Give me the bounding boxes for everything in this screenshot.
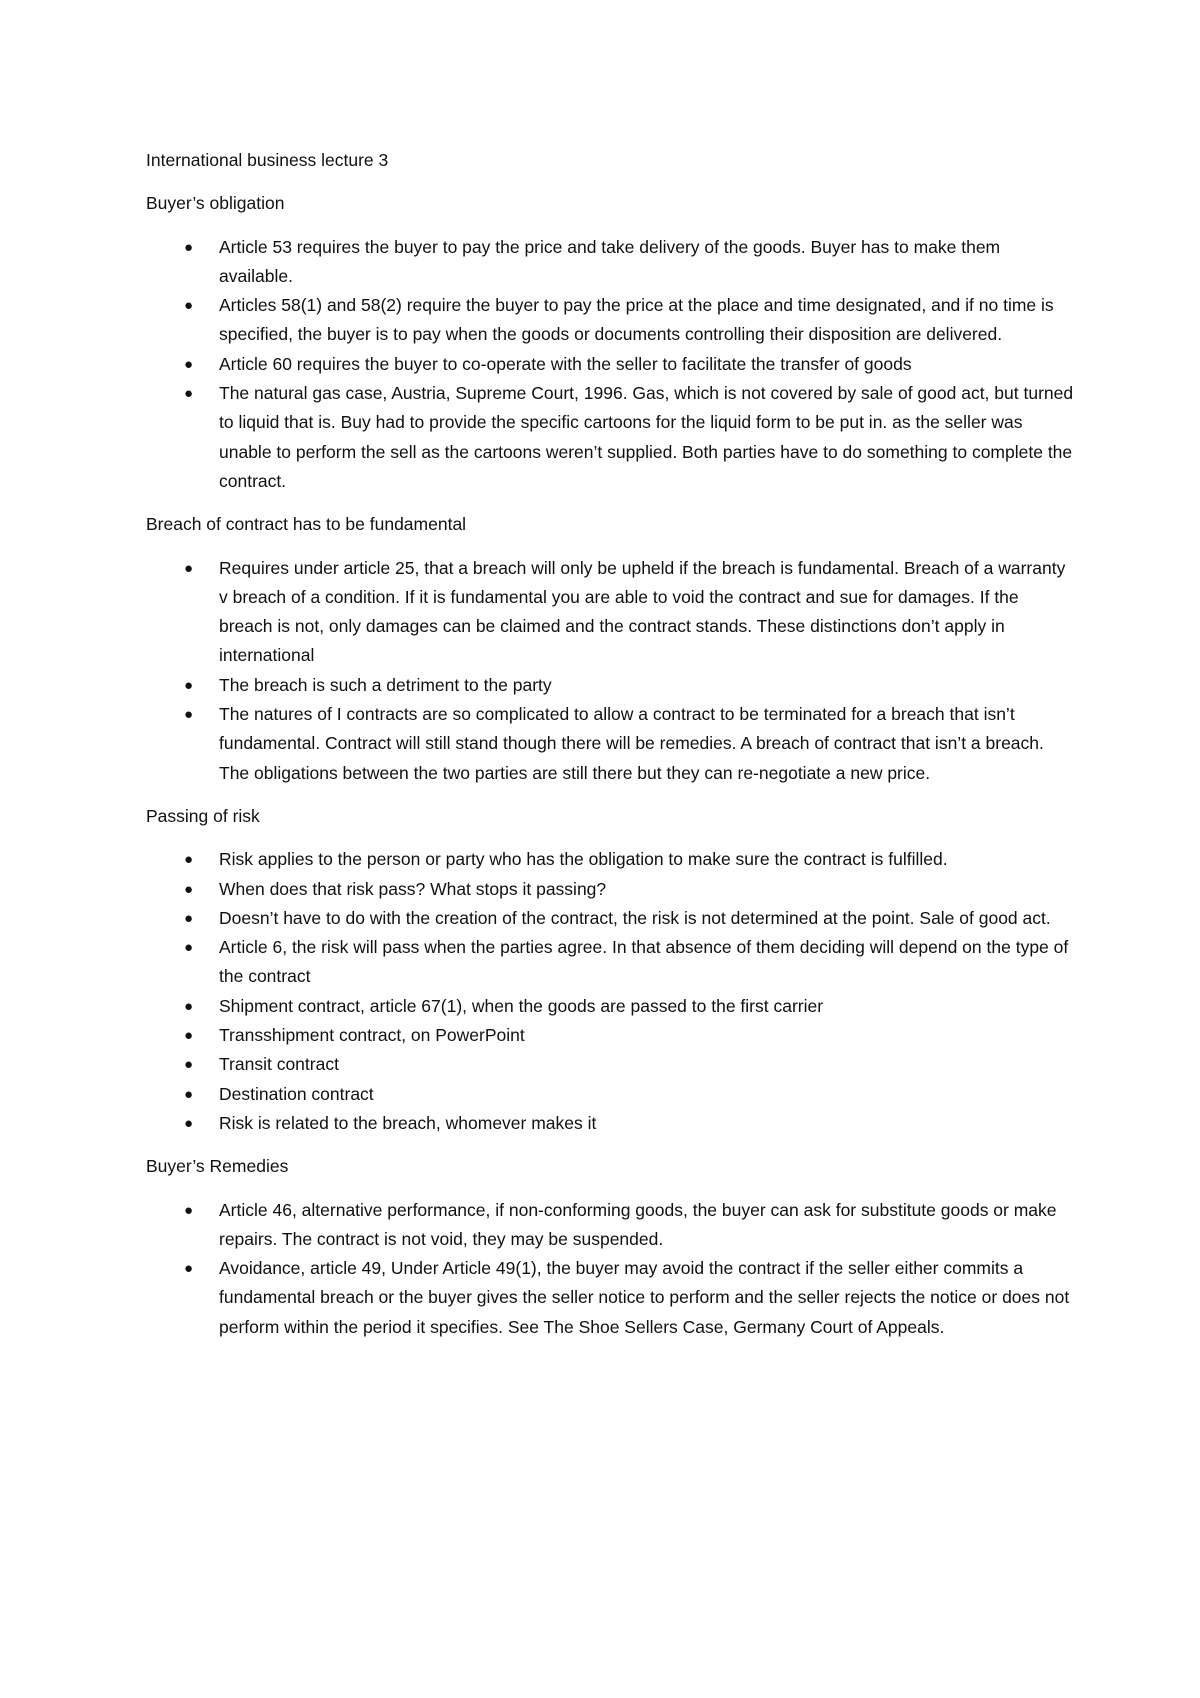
list-item (146, 875, 1076, 904)
bullet-icon: ● (184, 1027, 194, 1045)
list-item-text: Articles 58(1) and 58(2) require the buyer to pay the price at the place and time designated, and if no time is specified, the buyer is to pay when the goods or documents controlling their disposition are delivered. (219, 295, 1054, 345)
bullet-list (146, 554, 1076, 788)
bullet-icon: ● (184, 676, 194, 694)
list-item-text: Shipment contract, article 67(1), when the goods are passed to the first carrier (219, 995, 824, 1016)
list-item (146, 700, 1076, 788)
bullet-icon: ● (184, 997, 194, 1015)
bullet-icon: ● (184, 706, 194, 724)
bullet-list (146, 1196, 1076, 1342)
list-item (146, 1196, 1076, 1255)
list-item (146, 233, 1076, 292)
list-item (146, 933, 1076, 992)
list-item (146, 291, 1076, 350)
list-item (146, 554, 1076, 671)
list-item-text: Article 60 requires the buyer to co-operate with the seller to facilitate the transfer of goods (219, 353, 912, 374)
bullet-icon: ● (184, 880, 194, 898)
bullet-icon: ● (184, 1056, 194, 1074)
section-heading: Passing of risk (146, 805, 260, 826)
list-item (146, 350, 1076, 379)
bullet-icon: ● (184, 1085, 194, 1103)
list-item-text: Article 53 requires the buyer to pay the price and take delivery of the goods. Buyer has to make them available. (219, 236, 1001, 286)
list-item-text: Doesn’t have to do with the creation of the contract, the risk is not determined at the point. Sale of good act. (219, 907, 1051, 928)
document-page (146, 146, 1076, 1356)
bullet-icon: ● (184, 909, 194, 927)
list-item (146, 1021, 1076, 1050)
bullet-icon: ● (184, 1114, 194, 1132)
list-item-text: Avoidance, article 49, Under Article 49(1), the buyer may avoid the contract if the seller either commits a fundamental breach or the buyer gives the seller notice to perform and the seller rejects the notice or does not perform within the period it specifies. See The Shoe Sellers Case, Germany Court of Appeals. (219, 1258, 1070, 1337)
list-item-text: The natures of I contracts are so complicated to allow a contract to be terminated for a breach that isn’t fundamental. Contract will still stand though there will be remedies. A breach of contract that isn’t a breach. The obligations between the two parties are still there but they can re-negotiate a new price. (219, 704, 1044, 783)
bullet-icon: ● (184, 851, 194, 869)
list-item (146, 1254, 1076, 1342)
list-item (146, 671, 1076, 700)
list-item-text: Article 46, alternative performance, if non-conforming goods, the buyer can ask for substitute goods or make repairs. The contract is not void, they may be suspended. (219, 1199, 1057, 1249)
list-item-text: Requires under article 25, that a breach will only be upheld if the breach is fundamental. Breach of a warranty v breach of a condition. If it is fundamental you are able to void the contract and sue for damages. If the breach is not, only damages can be claimed and the contract stands. These distinctions don’t apply in international (219, 557, 1066, 666)
bullet-icon: ● (184, 297, 194, 315)
list-item (146, 845, 1076, 874)
bullet-icon: ● (184, 939, 194, 957)
list-item (146, 1050, 1076, 1079)
document-title: International business lecture 3 (146, 150, 389, 170)
list-item-text: The natural gas case, Austria, Supreme Court, 1996. Gas, which is not covered by sale of good act, but turned to liquid that is. Buy had to provide the specific cartoons for the liquid form to be put in. as the seller was unable to perform the sell as the cartoons weren’t supplied. Both parties have to do something to complete the contract. (219, 383, 1074, 491)
bullet-icon: ● (184, 559, 194, 577)
list-item-text: Destination contract (219, 1083, 374, 1104)
list-item (146, 904, 1076, 933)
list-item-text: The breach is such a detriment to the party (219, 674, 552, 695)
bullet-icon: ● (184, 1260, 194, 1278)
bullet-icon: ● (184, 385, 194, 403)
bullet-icon: ● (184, 238, 194, 256)
section-heading: Buyer’s Remedies (146, 1156, 289, 1177)
bullet-list (146, 845, 1076, 1138)
list-item (146, 992, 1076, 1021)
list-item-text: Risk is related to the breach, whomever makes it (219, 1112, 597, 1133)
section-heading: Buyer’s obligation (146, 193, 285, 214)
bullet-list (146, 233, 1076, 497)
list-item-text: Risk applies to the person or party who has the obligation to make sure the contract is fulfilled. (219, 849, 948, 870)
section-heading: Breach of contract has to be fundamental (146, 514, 467, 535)
bullet-icon: ● (184, 1201, 194, 1219)
list-item (146, 379, 1076, 496)
list-item (146, 1109, 1076, 1138)
list-item-text: Transshipment contract, on PowerPoint (219, 1025, 525, 1046)
bullet-icon: ● (184, 355, 194, 373)
list-item-text: Article 6, the risk will pass when the parties agree. In that absence of them deciding will depend on the type of the contract (219, 937, 1069, 987)
list-item-text: Transit contract (219, 1054, 339, 1075)
list-item (146, 1080, 1076, 1109)
list-item-text: When does that risk pass? What stops it passing? (219, 878, 607, 899)
